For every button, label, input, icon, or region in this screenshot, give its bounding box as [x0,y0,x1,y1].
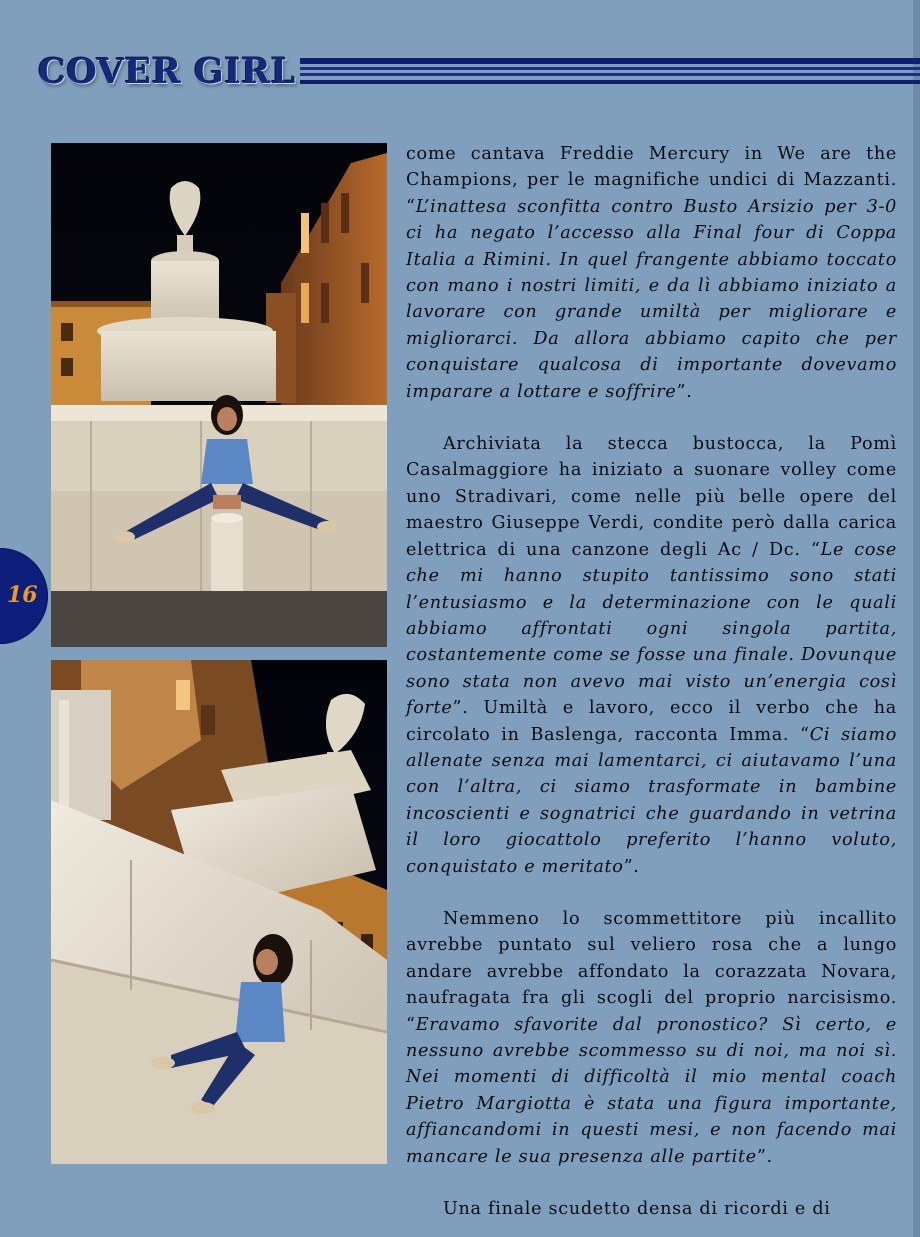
header-rule [300,67,920,70]
header-rule [300,73,920,76]
article-body [406,141,897,1222]
article-paragraph: Una finale scudetto densa di ricordi e di [443,1199,831,1220]
page-number: 16 [7,582,38,608]
article-paragraph: Nemmeno lo scommettitore più incallito avrebbe puntato sul veliero rosa che a lungo andare avrebbe affondato la corazzata Novara, naufragata fra gli scogli del proprio narcisismo. “Eravamo sfavorite dal pronostico? Sì certo, e nessuno avrebbe scommesso su di noi, ma noi sì. Nei momenti di difficoltà il mio mental coach Pietro Margiotta è stata una figura importante, affiancandomi in questi mesi, e non facendo mai mancare le sua presenza alle partite”. [406,908,897,1167]
header-rule [300,58,920,64]
header-rule [300,80,920,84]
article-paragraph: come cantava Freddie Mercury in We are the Champions, per le magnifiche undici di Mazzanti. “L’inattesa sconfitta contro Busto Arsizio per 3-0 ci ha negato l’accesso alla Final four di Coppa Italia a Rimini. In quel frangente abbiamo toccato con mano i nostri limiti, e da lì abbiamo iniziato a lavorare con grande umiltà per migliorare e migliorarci. Da allora abbiamo capito che per conquistare qualcosa di importante dovevamo imparare a lottare e soffrire”. [406,144,897,402]
page-edge [913,0,920,1237]
article-paragraph: Archiviata la stecca bustocca, la Pomì Casalmaggiore ha iniziato a suonare volley come uno Stradivari, come nelle più belle opere del maestro Giuseppe Verdi, condite però dalla carica elettrica di una canzone degli Ac / Dc. “Le cose che mi hanno stupito tantissimo sono stati l’entusiasmo e la determinazione con le quali abbiamo affrontati ogni singola partita, costantemente come se fosse una finale. Dovunque sono stata non avevo mai visto un’energia così forte”. Umiltà e lavoro, ecco il verbo che ha circolato in Baslenga, racconta Imma. “Ci siamo allenate senza mai lamentarci, ci aiutavamo l’una con l’altra, ci siamo trasformate in bambine incoscienti e sognatrici che guardando in vetrina il loro giocattolo preferito l’hanno voluto, conquistato e meritato”. [406,434,898,877]
photo-fountain-side [51,660,387,1164]
photo-fountain-front [51,143,387,647]
section-title: COVER GIRL [38,51,296,92]
